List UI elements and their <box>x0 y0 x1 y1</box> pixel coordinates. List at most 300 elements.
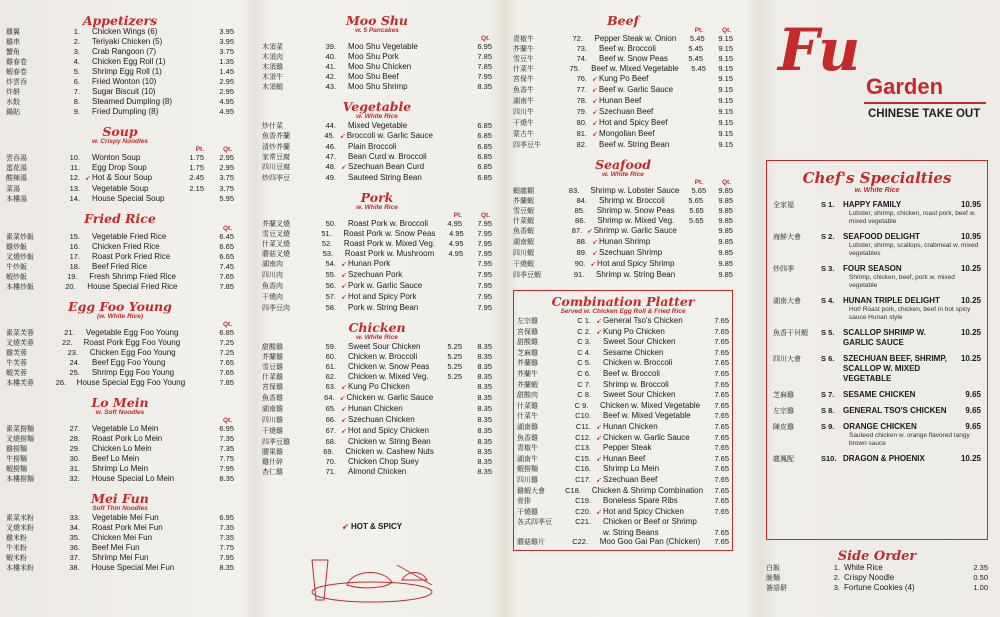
item-number: 52. <box>321 239 333 248</box>
chef-special-row <box>773 296 981 306</box>
chinese-name: 炸餅 <box>6 88 20 96</box>
section-subtitle: w. White Rice <box>602 171 644 178</box>
chinese-name: 宮保雞 <box>262 383 283 391</box>
menu-section <box>513 14 733 156</box>
menu-item <box>517 517 729 528</box>
price-quart: 7.95 <box>477 239 492 248</box>
item-number: 73. <box>576 44 587 53</box>
item-name: Kung Po Beef <box>599 74 649 83</box>
menu-section <box>6 14 234 123</box>
item-price: 9.65 <box>965 390 981 399</box>
item-name: Fried Wonton (10) <box>92 77 157 86</box>
item-description: Hot! Roast pork, chicken, beef in hot spicy sauce Hunan style <box>849 306 971 321</box>
item-number: 46. <box>325 142 336 151</box>
chinese-name: 四季豆牛 <box>513 141 541 149</box>
item-name: Vegetable Soup <box>92 184 149 193</box>
item-name: Broccoli w. Garlic Sauce <box>346 131 433 140</box>
price-quart: 6.95 <box>477 42 492 51</box>
price-quart: 7.65 <box>714 527 729 537</box>
pint-header <box>176 225 204 232</box>
menu-item <box>262 239 492 249</box>
price-quart: 7.65 <box>219 368 234 377</box>
section-title: Chef's Specialties <box>802 169 952 187</box>
chinese-name: 四季豆蝦 <box>513 271 541 279</box>
item-number: 1. <box>833 563 840 572</box>
item-number: 49. <box>325 173 336 182</box>
menu-item <box>517 411 729 422</box>
item-number: 31. <box>69 464 80 473</box>
menu-item <box>6 338 234 348</box>
chinese-name: 甜酸雞 <box>262 343 283 351</box>
pint-header: Pt. <box>195 146 204 153</box>
chinese-name: 素菜撈麵 <box>6 425 34 433</box>
item-name: Shrimp Egg Foo Young <box>91 368 175 377</box>
chinese-name: 干燒肉 <box>262 293 283 301</box>
item-name: Beef Mei Fun <box>92 543 140 552</box>
item-number: S 4. <box>821 296 835 305</box>
chinese-name: 湖南蝦 <box>513 238 534 246</box>
item-number: S 8. <box>821 406 835 415</box>
chinese-name: 芥蘭雞 <box>517 359 538 368</box>
menu-item <box>517 422 729 433</box>
price-quart: 9.15 <box>718 96 733 105</box>
chinese-name: 腰果雞 <box>262 448 283 456</box>
section-spacer <box>262 313 492 319</box>
price-pint: 2.45 <box>189 173 204 182</box>
chinese-name: 家常豆腐 <box>262 153 290 161</box>
item-name: Beef Egg Foo Young <box>92 358 166 367</box>
chinese-name: 青椒牛 <box>517 444 538 453</box>
price-quart: 7.85 <box>219 378 234 387</box>
price-quart: 7.95 <box>477 281 492 290</box>
section-title: Fried Rice <box>84 211 156 226</box>
chinese-name: 簽語餅 <box>766 584 787 592</box>
menu-item <box>262 162 492 173</box>
price-pint: 5.45 <box>688 54 703 63</box>
item-name: Moo Shu Chicken <box>348 62 412 71</box>
section-title: Egg Foo Young <box>68 299 172 314</box>
section-spacer <box>262 477 492 483</box>
quart-header: Qt. <box>480 35 490 42</box>
menu-item <box>6 87 234 97</box>
price-quart: 2.95 <box>219 87 234 96</box>
chili-icon: ➹ <box>592 250 598 257</box>
price-quart: 7.85 <box>477 52 492 61</box>
price-pint: 1.75 <box>189 153 204 162</box>
menu-item <box>517 401 729 412</box>
item-name: Chicken Egg Foo Young <box>89 348 176 357</box>
item-name: Roast Pork w. Broccoli <box>348 219 429 228</box>
menu-item <box>262 259 492 270</box>
chef-special-row <box>773 406 981 416</box>
chinese-name: 炒四季 <box>773 265 794 273</box>
item-name: House Special Fried Rice <box>87 282 178 291</box>
chinese-name: 骨排 <box>517 497 531 506</box>
chinese-name: 本樓炒飯 <box>6 283 34 291</box>
menu-item <box>262 219 492 229</box>
section-spacer <box>6 388 234 394</box>
item-number: 26. <box>55 378 67 387</box>
item-name: Chicken Wings (6) <box>92 27 158 36</box>
item-name: Chicken & Shrimp Combination <box>591 485 704 495</box>
item-number: C22. <box>572 537 589 547</box>
section-subtitle: w. White Rice <box>356 204 398 211</box>
item-name: House Special Soup <box>92 194 165 203</box>
chef-special-row <box>773 422 981 432</box>
chili-icon: ➹ <box>342 522 349 531</box>
menu-item <box>6 282 234 292</box>
item-number: 38. <box>69 563 80 572</box>
price-quart: 8.35 <box>477 342 492 351</box>
item-name: Hunan Chicken <box>603 421 658 431</box>
item-name: Shrimp w. Snow Peas <box>596 206 675 215</box>
item-number: 61. <box>325 362 336 371</box>
chef-special-row <box>773 264 981 274</box>
chinese-name: 四川牛 <box>513 108 534 116</box>
item-number: S 3. <box>821 264 835 273</box>
item-name: Mixed Vegetable <box>348 121 408 130</box>
item-name: ORANGE CHICKEN <box>843 422 917 431</box>
chinese-name: 四季豆雞 <box>262 438 290 446</box>
item-description: Lobster, shrimp, chicken, roast pork, beef w. mixed vegetable <box>849 210 976 225</box>
chef-special-row <box>773 200 981 210</box>
item-name: Shrimp w. Mixed Veg. <box>597 216 675 225</box>
logo-tagline: CHINESE TAKE OUT <box>868 108 981 120</box>
chef-special-item <box>773 422 981 448</box>
item-number: 35. <box>69 533 80 542</box>
menu-item <box>6 513 234 523</box>
price-quart: 7.95 <box>477 259 492 268</box>
chinese-name: 什菜蝦 <box>513 217 534 225</box>
chili-icon: ➹ <box>596 423 602 431</box>
section-spacer <box>513 150 733 156</box>
menu-item <box>513 129 733 140</box>
chinese-name: 脆麵 <box>766 574 780 582</box>
item-name: Roast Pork w. Mixed Veg. <box>343 239 436 248</box>
item-number: 20. <box>65 282 76 291</box>
item-number: 3. <box>73 47 80 56</box>
price-quart: 7.25 <box>219 348 234 357</box>
item-name: Plain Broccoli <box>348 142 397 151</box>
item-name: Chicken Egg Roll (1) <box>92 57 166 66</box>
menu-item <box>6 163 234 173</box>
menu-item <box>513 96 733 107</box>
chinese-name: 本樓芙蓉 <box>6 379 34 387</box>
chef-special-item <box>773 390 981 400</box>
item-name: Hot and Spicy Chicken <box>603 506 684 516</box>
chef-special-item <box>773 264 981 290</box>
price-quart: 8.35 <box>477 382 492 391</box>
chinese-name: 炒四季豆 <box>262 174 290 182</box>
item-number: C 6. <box>577 368 591 378</box>
chili-icon: ➹ <box>596 328 602 336</box>
item-name: Hot and Spicy Shrimp <box>597 259 675 268</box>
menu-section <box>6 396 234 490</box>
section-title: Appetizers <box>82 13 158 28</box>
item-name: Pork w. String Bean <box>348 303 419 312</box>
price-quart: 9.85 <box>718 270 733 279</box>
item-number: 2. <box>833 573 840 582</box>
price-quart: 7.65 <box>714 326 729 336</box>
side-order-item <box>766 563 988 573</box>
item-name: Shrimp w. Broccoli <box>603 379 669 389</box>
item-number: 88. <box>576 237 587 246</box>
chinese-name: 雞蝦大會 <box>517 486 545 495</box>
chinese-name: 牛米粉 <box>6 544 27 552</box>
item-number: 28. <box>69 434 80 443</box>
chili-icon: ➹ <box>341 428 347 435</box>
chinese-name: 蘑菇雞片 <box>517 538 545 547</box>
price-quart: 7.65 <box>219 272 235 281</box>
chili-icon: ➹ <box>592 109 598 116</box>
item-number: 86. <box>575 216 586 225</box>
chinese-name: 木須牛 <box>262 73 283 81</box>
item-number: 3. <box>833 583 840 592</box>
menu-item <box>6 184 234 194</box>
menu-item <box>262 382 492 393</box>
chinese-name: 湖南牛 <box>513 97 534 105</box>
pint-header: Pt. <box>694 179 703 186</box>
menu-item <box>6 454 234 464</box>
item-number: 36. <box>69 543 80 552</box>
menu-item <box>513 226 733 237</box>
item-number: 13. <box>69 184 80 193</box>
item-number: 8. <box>73 97 80 106</box>
price-quart: 7.65 <box>714 390 729 400</box>
price-pint: 5.25 <box>447 352 462 361</box>
item-name: Szechuan Beef <box>599 107 654 116</box>
menu-item <box>262 229 492 239</box>
chili-icon: ➹ <box>596 455 602 463</box>
price-header <box>6 321 234 328</box>
item-number: 37. <box>69 553 80 562</box>
chinese-name: 什菜雞 <box>262 373 283 381</box>
menu-item <box>517 528 729 538</box>
item-name: w. String Beans <box>603 527 659 537</box>
price-quart: 7.65 <box>714 474 729 484</box>
chinese-name: 木須蝦 <box>262 83 283 91</box>
chef-special-row <box>773 328 981 348</box>
menu-item <box>6 27 234 37</box>
price-quart: 7.65 <box>714 316 729 325</box>
menu-item <box>6 57 234 67</box>
menu-item <box>6 378 234 388</box>
item-name: Chicken w. Broccoli <box>348 352 418 361</box>
item-name: Roast Pork Fried Rice <box>92 252 171 261</box>
chinese-name: 雪豆叉燒 <box>262 230 290 238</box>
chinese-name: 蝦撈麵 <box>517 465 538 474</box>
price-quart: 2.95 <box>219 163 234 172</box>
price-quart: 6.85 <box>477 162 492 171</box>
menu-item <box>262 62 492 72</box>
chili-icon: ➹ <box>596 434 602 442</box>
chef-special-row <box>773 232 981 242</box>
item-number: 84. <box>576 196 587 205</box>
chinese-name: 雞什碎 <box>262 458 283 466</box>
menu-item <box>513 107 733 118</box>
chinese-name: 左宗雞 <box>517 317 538 325</box>
menu-item <box>262 292 492 303</box>
price-quart: 7.95 <box>219 553 234 562</box>
item-name: Fortune Cookies (4) <box>844 583 915 592</box>
item-name: Beef w. Broccoli <box>599 44 656 53</box>
item-number: 65. <box>325 404 336 413</box>
menu-item <box>513 44 733 54</box>
menu-item <box>6 444 234 454</box>
item-number: 7. <box>73 87 80 96</box>
item-number: 68. <box>325 437 336 446</box>
item-number: C12. <box>575 432 591 442</box>
menu-item <box>262 447 492 457</box>
price-quart: 7.95 <box>219 464 234 473</box>
menu-item <box>262 362 492 372</box>
item-name: Hot and Spicy Pork <box>348 292 417 301</box>
chili-icon: ➹ <box>592 76 598 83</box>
section-subtitle: Served w. Chicken Egg Roll & Fried Rice <box>560 308 686 315</box>
price-quart: 7.45 <box>219 262 234 271</box>
chinese-name: 菜湯 <box>6 185 20 193</box>
item-number: C11. <box>575 421 591 431</box>
chinese-name: 干燒牛 <box>513 119 534 127</box>
item-name: FOUR SEASON <box>843 264 902 273</box>
price-quart: 7.65 <box>714 485 730 495</box>
menu-item <box>513 64 733 74</box>
chinese-name: 芥蘭牛 <box>513 45 534 53</box>
menu-item <box>517 390 729 401</box>
item-number: 70. <box>325 457 336 466</box>
menu-item <box>517 507 729 518</box>
item-name: Chicken w. Garlic Sauce <box>346 393 434 402</box>
item-number: 89. <box>576 248 587 257</box>
chinese-name: 宮保牛 <box>513 75 534 83</box>
chinese-name: 蝦芙蓉 <box>6 369 27 377</box>
price-quart: 7.65 <box>714 368 729 378</box>
menu-item <box>513 259 733 270</box>
price-pint: 5.25 <box>447 372 462 381</box>
item-price: 2.35 <box>973 563 988 572</box>
item-number: 48. <box>325 162 336 171</box>
price-quart: 1.35 <box>219 57 234 66</box>
menu-item <box>6 67 234 77</box>
item-number: 45. <box>324 131 335 140</box>
item-name: Szechuan Pork <box>348 270 403 279</box>
price-quart: 7.95 <box>477 229 492 238</box>
price-quart: 3.75 <box>219 47 234 56</box>
price-quart: 8.35 <box>477 352 492 361</box>
chinese-name: 蒙古牛 <box>513 130 534 138</box>
chinese-name: 叉燒撈麵 <box>6 435 34 443</box>
section-spacer <box>513 280 733 286</box>
menu-item <box>517 369 729 380</box>
item-number: 85. <box>574 206 586 215</box>
side-order-section <box>766 548 988 593</box>
price-quart: 7.95 <box>477 292 492 301</box>
item-number: 91. <box>573 270 585 279</box>
chili-icon: ➹ <box>596 318 602 325</box>
menu-item <box>513 74 733 85</box>
menu-item <box>517 443 729 454</box>
item-number: C19. <box>575 496 591 506</box>
chinese-name: 白飯 <box>766 564 780 572</box>
item-number: 2. <box>73 37 80 46</box>
section-title: Seafood <box>595 157 651 172</box>
price-header <box>513 179 733 186</box>
item-name: Hunan Shrimp <box>599 237 651 246</box>
price-quart: 7.65 <box>714 347 729 357</box>
item-name: Kung Po Chicken <box>603 326 665 336</box>
chinese-name: 龍鳳配 <box>773 455 794 463</box>
section-title: Moo Shu <box>345 13 409 28</box>
menu-section <box>262 100 492 189</box>
price-quart: 8.35 <box>219 563 234 572</box>
menu-item <box>262 393 492 404</box>
item-name: Kung Po Chicken <box>348 382 410 391</box>
chinese-name: 什菜牛 <box>517 412 538 421</box>
chili-icon: ➹ <box>85 175 91 182</box>
pint-header <box>434 35 462 42</box>
item-number: 59. <box>325 342 336 351</box>
menu-item <box>513 186 733 196</box>
item-name: Chicken w. Garlic Sauce <box>603 432 690 442</box>
menu-item <box>6 242 234 252</box>
pint-header <box>176 321 204 328</box>
item-name: Sugar Biscuit (10) <box>92 87 156 96</box>
menu-item <box>517 433 729 444</box>
item-name: Egg Drop Soup <box>92 163 147 172</box>
item-name: SEAFOOD DELIGHT <box>843 232 920 241</box>
price-quart: 9.85 <box>718 248 733 257</box>
menu-item <box>6 543 234 553</box>
price-quart: 9.85 <box>718 196 733 205</box>
price-quart: 6.85 <box>477 142 492 151</box>
item-name: Szechuan Beef <box>603 474 658 484</box>
chinese-name: 四川大會 <box>773 355 801 363</box>
food-illustration <box>292 540 442 610</box>
quart-header: Qt. <box>480 212 490 219</box>
item-description: Shrimp, chicken, beef, pork w. mixed vegetable <box>849 274 955 289</box>
chinese-name: 四川雞 <box>262 416 283 424</box>
item-number: 64. <box>324 393 335 402</box>
price-quart: 7.65 <box>714 443 729 453</box>
item-name: Shrimp Mei Fun <box>92 553 149 562</box>
price-quart: 3.95 <box>219 27 234 36</box>
menu-item <box>6 47 234 57</box>
item-price: 10.95 <box>960 200 981 209</box>
menu-column-1 <box>0 0 250 617</box>
menu-item <box>6 474 234 484</box>
section-title: Side Order <box>837 549 917 564</box>
item-name: Moo Shu Pork <box>348 52 399 61</box>
item-number: 18. <box>69 262 80 271</box>
price-pint: 5.45 <box>691 64 706 73</box>
pint-header: Pt. <box>694 27 703 34</box>
chili-icon: ➹ <box>341 294 347 301</box>
item-name: Sesame Chicken <box>603 347 664 357</box>
chinese-name: 蝦炒飯 <box>6 273 27 281</box>
item-name: Beef w. Broccoli <box>603 368 660 378</box>
chili-icon: ➹ <box>590 261 597 268</box>
menu-item <box>513 118 733 129</box>
item-name: Sweet Sour Chicken <box>348 342 421 351</box>
chinese-name: 干燒雞 <box>517 507 538 516</box>
item-number: C 8. <box>577 390 591 400</box>
menu-item <box>517 380 729 391</box>
menu-section <box>262 321 492 483</box>
chef-special-item <box>773 328 981 348</box>
chinese-name: 各式四季豆 <box>517 518 552 527</box>
menu-item <box>6 252 234 262</box>
price-quart: 7.65 <box>714 432 729 442</box>
